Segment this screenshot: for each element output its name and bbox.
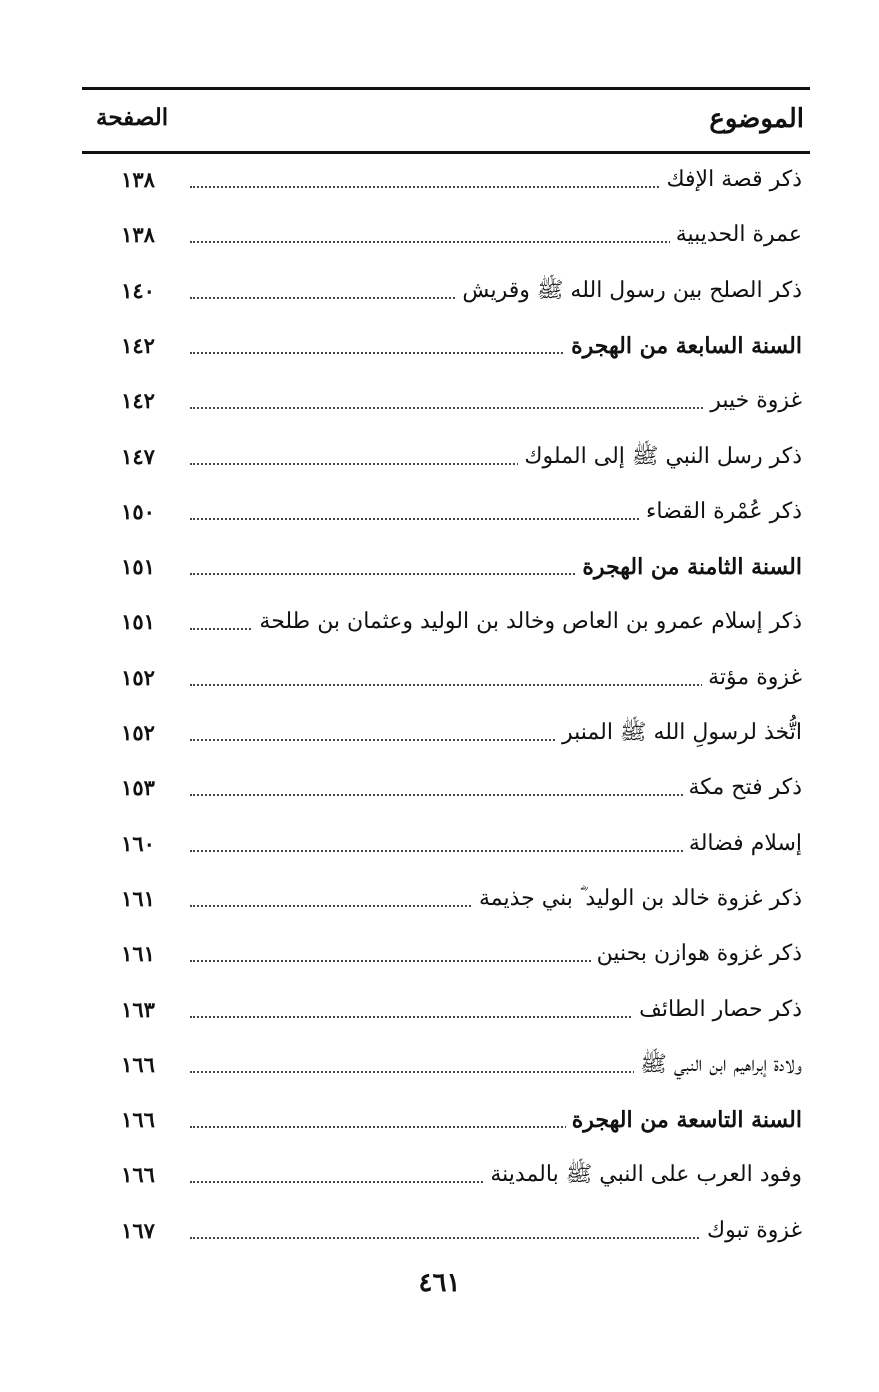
toc-entry-page: ١٣٨ xyxy=(121,167,155,192)
toc-entry-page: ١٤٢ xyxy=(121,388,155,414)
toc-entry-page: ١٦٧ xyxy=(121,1217,155,1243)
toc-entry-title: السنة التاسعة من الهجرة xyxy=(566,1100,802,1140)
header-rule xyxy=(82,151,810,154)
toc-entry-title: اتُّخذ لرسولِ الله ﷺ المنبر xyxy=(556,713,802,753)
toc-entry xyxy=(90,1100,802,1140)
toc-entry-title: ذكر إسلام عمرو بن العاص وخالد بن الوليد وعثمان بن طلحة xyxy=(253,602,802,642)
toc-entry xyxy=(90,879,802,919)
toc-entry-page: ١٦١ xyxy=(121,885,155,911)
toc-entry-title: غزوة تبوك xyxy=(701,1211,802,1251)
toc-entry-title: ذكر رسل النبي ﷺ إلى الملوك xyxy=(518,437,802,477)
toc-entry-title: ذكر غزوة هوازن بحنين xyxy=(591,934,802,974)
toc-entry-page: ١٥٣ xyxy=(121,775,155,801)
toc-entry-page: ١٤٢ xyxy=(121,332,155,358)
toc-entry-title: ذكر الصلح بين رسول الله ﷺ وقريش xyxy=(456,271,802,311)
toc-entry-page: ١٦٠ xyxy=(121,830,155,856)
toc-entry-title: السنة الثامنة من الهجرة xyxy=(576,547,802,587)
toc-entry xyxy=(90,658,802,698)
toc-entry xyxy=(90,934,802,974)
toc-entry xyxy=(90,1155,802,1195)
toc-entry xyxy=(90,326,802,366)
toc-entry-page: ١٦١ xyxy=(121,941,155,967)
toc-entry xyxy=(90,437,802,477)
toc-entry-page: ١٥٢ xyxy=(121,664,155,690)
toc-entry-page: ١٦٣ xyxy=(121,996,155,1022)
toc-entry-title: ذكر قصة الإفك xyxy=(660,160,802,200)
toc-entry-page: ١٥٢ xyxy=(121,720,155,745)
toc-entry-title: عمرة الحديبية xyxy=(670,215,802,255)
toc-entry xyxy=(90,160,802,200)
top-rule xyxy=(82,87,810,90)
toc-entry xyxy=(90,990,802,1030)
toc-entry-page: ١٤٠ xyxy=(121,277,155,303)
toc-entry xyxy=(90,215,802,255)
toc-entry xyxy=(90,547,802,587)
toc-entry-page: ١٥١ xyxy=(121,609,155,635)
toc-entry-page: ١٦٦ xyxy=(121,1051,155,1077)
toc-entry-page: ١٤٧ xyxy=(121,443,155,469)
toc-entry-title: ذكر غزوة خالد بن الوليد ؓ بني جذيمة xyxy=(473,879,802,919)
page-number: ٤٦١ xyxy=(418,1268,461,1298)
toc-entry xyxy=(90,1211,802,1251)
toc-entry xyxy=(90,1045,802,1085)
toc-entry xyxy=(90,713,802,753)
toc-entry-page: ١٥١ xyxy=(121,554,155,580)
toc-entry-page: ١٦٦ xyxy=(121,1162,155,1188)
toc-entry xyxy=(90,824,802,864)
toc-entry-title: إسلام فضالة xyxy=(683,824,802,864)
toc-entry-title: ولادة إبراهيم ابن النبي ﷺ xyxy=(634,1045,802,1085)
toc-entry-title: غزوة خيبر xyxy=(704,381,802,421)
toc-entry-title: وفود العرب على النبي ﷺ بالمدينة xyxy=(484,1155,802,1195)
toc-entry xyxy=(90,381,802,421)
page-column-heading: الصفحة xyxy=(96,104,169,131)
toc-entry-page: ١٥٠ xyxy=(121,498,155,524)
toc-entry-title: غزوة مؤتة xyxy=(702,658,802,698)
toc-entry-title: ذكر حصار الطائف xyxy=(633,990,802,1030)
toc-entry-page: ١٣٨ xyxy=(121,222,155,248)
toc-entry xyxy=(90,602,802,642)
toc-entry-title: ذكر فتح مكة xyxy=(683,768,802,808)
toc-entry xyxy=(90,271,802,311)
toc-entry-page: ١٦٦ xyxy=(121,1107,155,1133)
toc-entry xyxy=(90,768,802,808)
topic-column-heading: الموضوع xyxy=(709,104,804,134)
toc-entry xyxy=(90,492,802,532)
toc-entry-title: ذكر عُمْرة القضاء xyxy=(640,492,802,532)
toc-header xyxy=(82,100,810,146)
toc-entry-title: السنة السابعة من الهجرة xyxy=(565,326,802,366)
